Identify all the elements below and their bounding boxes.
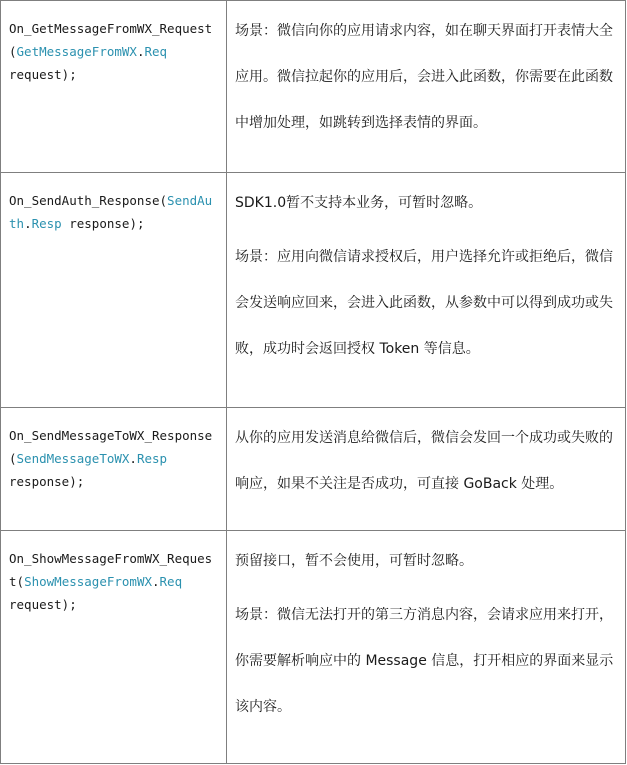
code-cell [1,1,227,173]
description-text: 场景：应用向微信请求授权后，用户选择允许或拒绝后，微信会发送响应回来，会进入此函数，从参数中可以得到成功或失败，成功时会返回授权 Token 等信息。 [235,249,613,357]
param-subtype: Resp [31,216,62,231]
table-row [1,1,626,173]
param-type: SendMessageToWX [16,451,130,466]
param-type: GetMessageFromWX [16,44,137,59]
description-note: SDK1.0暂不支持本业务，可暂时忽略。 [235,195,483,211]
description-cell [227,408,626,531]
description-text: 场景：微信无法打开的第三方消息内容，会请求应用来打开，你需要解析响应中的 Message 信息，打开相应的界面来显示该内容。 [235,607,614,715]
param-type: SendAuth [9,193,213,231]
function-name: On_SendMessageToWX_Response [9,428,213,443]
method-signature: On_GetMessageFromWX_Request(GetMessageFromWX.Req request); [9,21,213,82]
param-subtype: Resp [136,451,168,466]
param-subtype: Req [159,574,183,589]
code-cell [1,408,227,531]
method-signature: On_SendAuth_Response(SendAuth.Resp response); [9,193,213,231]
function-name: On_ShowMessageFromWX_Request [9,551,213,589]
param-subtype: Req [144,44,168,59]
param-name: response); [9,474,85,489]
method-signature: On_SendMessageToWX_Response (SendMessageToWX.Resp response); [9,428,213,489]
description-text: 从你的应用发送消息给微信后，微信会发回一个成功或失败的响应，如果不关注是否成功，可直接 GoBack 处理。 [235,430,613,492]
function-name: On_SendAuth_Response [9,193,160,208]
table-row [1,531,626,764]
param-name: request); [9,597,77,612]
code-cell [1,531,227,764]
table-row [1,173,626,408]
description-note: 预留接口，暂不会使用，可暂时忽略。 [235,553,473,569]
description-cell [227,531,626,764]
description-text: 场景：微信向你的应用请求内容，如在聊天界面打开表情大全应用。微信拉起你的应用后，会进入此函数，你需要在此函数中增加处理，如跳转到选择表情的界面。 [235,23,613,131]
description-cell [227,1,626,173]
method-signature: On_ShowMessageFromWX_Request(ShowMessageFromWX.Req request); [9,551,213,612]
table-row [1,408,626,531]
param-name: response); [69,216,145,231]
description-cell [227,173,626,408]
param-name: request); [9,67,77,82]
function-name: On_GetMessageFromWX_Request [9,21,213,36]
param-type: ShowMessageFromWX [24,574,152,589]
code-cell [1,173,227,408]
